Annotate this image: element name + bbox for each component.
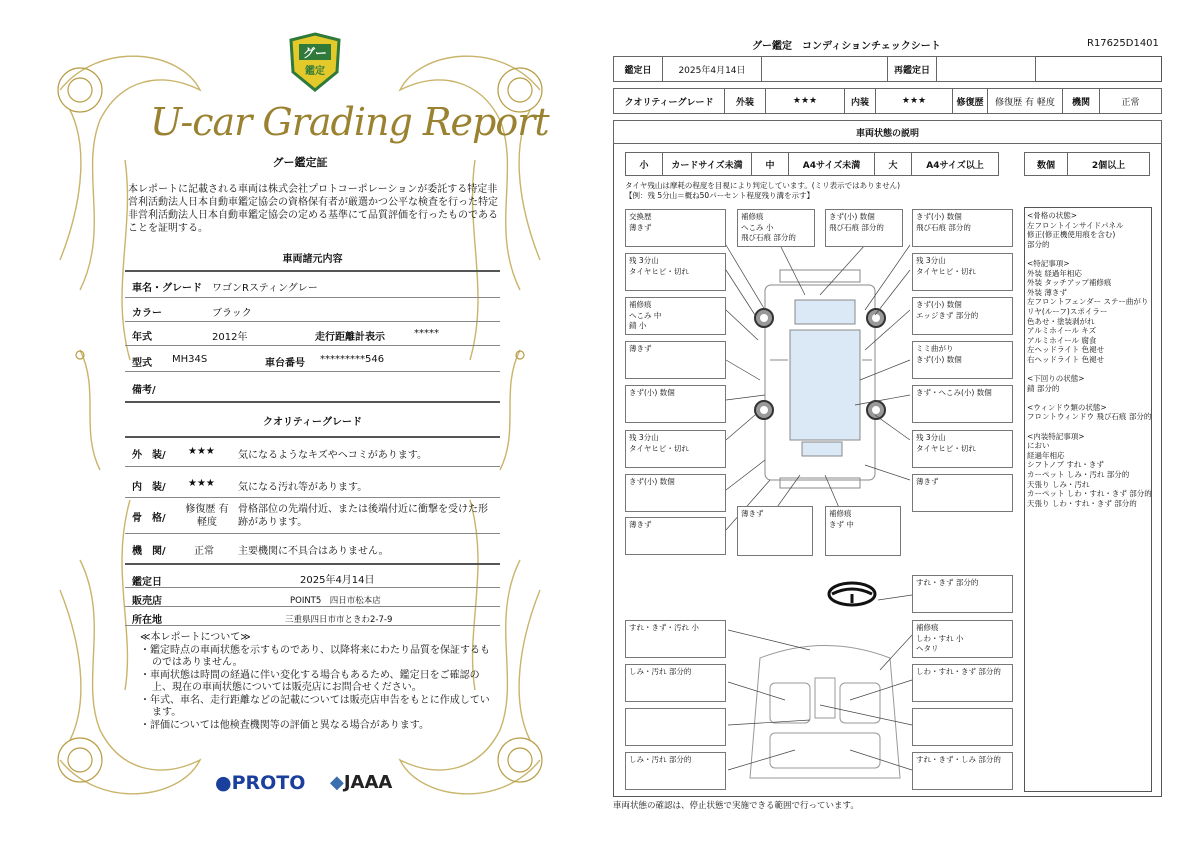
special-note-line: カーペット しみ・汚れ 部分的 (1027, 470, 1130, 480)
special-note-line: 右ヘッドライト 色褪せ (1027, 354, 1105, 364)
certificate-intro: 本レポートに記載される車両は株式会社プロトコーポレーションが委託する特定非営利活動法人日本自動車鑑定協会の資格保有者が厳選かつ公平な検査を行った特定非営利活動法人日本自動車鑑定協会の定める基準にて品質評価を行ったものであることを証明する。 (128, 184, 498, 234)
note-item: ・鑑定時点の車両状態を示すものであり、以降将来にわたり品質を保証するものではありません。 (140, 644, 490, 668)
sheet-id: R17625D1401 (1087, 38, 1159, 49)
damage-box: 補修痕 へこみ 中 錆 小 (625, 297, 726, 335)
svg-text:鑑定: 鑑定 (305, 66, 325, 77)
chassis-value: *********546 (320, 354, 385, 365)
car-name-label: 車名・グレード (132, 283, 202, 294)
spec-section-title: 車両諸元内容 (282, 254, 343, 265)
odometer-value: ***** (414, 328, 439, 339)
quality-grade-label: クオリティーグレード (613, 88, 725, 114)
inspection-date-label: 鑑定日 (132, 577, 162, 588)
special-note-line: フロントウィンドウ 飛び石痕 部分的 (1027, 412, 1152, 422)
remarks-label: 備考/ (132, 385, 156, 396)
special-notes (1027, 211, 1152, 508)
odometer-label: 走行距離計表示 (315, 332, 385, 343)
size-mid-desc: A4サイズ未満 (788, 152, 875, 176)
sheet-title: グー鑑定 コンディションチェックシート (752, 41, 941, 52)
year-value: 2012年 (212, 332, 248, 343)
damage-box: きず・へこみ(小) 数個 (912, 385, 1013, 423)
damage-box: 補修痕 きず 中 (825, 506, 901, 556)
special-note-line: 修正(修正機使用痕を含む) (1027, 230, 1116, 240)
count-desc: 2個以上 (1067, 152, 1150, 176)
divider (125, 436, 500, 438)
exterior-label: 外装 (724, 88, 766, 114)
exterior-label: 外 装/ (132, 450, 166, 461)
damage-box: 薄きず (737, 506, 813, 556)
damage-box: ミミ曲がり きず(小) 数個 (912, 341, 1013, 379)
damage-box: 補修痕 へこみ 小 飛び石痕 部分的 (737, 209, 815, 247)
special-note-line: 天張り しみ・汚れ (1027, 479, 1090, 489)
special-note-line (1027, 249, 1152, 259)
divider (125, 563, 500, 565)
damage-box: きず(小) 数個 (625, 385, 726, 423)
tire-box: 残 3分山 タイヤヒビ・切れ (912, 430, 1013, 468)
special-note-line: 左フロントインサイドパネル (1027, 220, 1124, 230)
jaaa-logo: ◆JAAA (330, 772, 393, 793)
address-label: 所在地 (132, 615, 162, 626)
divider (125, 321, 500, 322)
divider (125, 466, 500, 467)
special-note-line: 部分的 (1027, 239, 1050, 249)
footer-note: 車両状態の確認は、停止状態で実施できる範囲で行っています。 (613, 801, 859, 811)
damage-box: 薄きず (625, 341, 726, 379)
special-note-line (1027, 422, 1152, 432)
color-value: ブラック (212, 308, 252, 319)
divider (125, 587, 500, 588)
engine-label: 機関 (1062, 88, 1100, 114)
chassis-label: 車台番号 (265, 358, 305, 369)
note-item: ・評価については他検査機関等の評価と異なる場合があります。 (140, 719, 429, 731)
size-large-label: 大 (874, 152, 912, 176)
inspection-date-label: 鑑定日 (613, 56, 663, 82)
year-label: 年式 (132, 332, 152, 343)
special-note-line: <内装特記事項> (1027, 431, 1085, 441)
interior-box: 補修痕 しわ・すれ 小 ヘタリ (912, 620, 1013, 658)
engine-desc: 主要機関に不具合はありません。 (238, 546, 389, 557)
special-note-line: <下回りの状態> (1027, 374, 1085, 384)
certificate-title: グー鑑定証 (272, 156, 328, 169)
special-note-line (1027, 393, 1152, 403)
divider (125, 401, 500, 403)
inspection-date-value: 2025年4月14日 (300, 575, 375, 586)
interior-box: しわ・すれ・きず 部分的 (912, 664, 1013, 702)
interior-box (625, 708, 726, 746)
car-name-value: ワゴンRスティングレー (212, 283, 318, 294)
exterior-desc: 気になるようなキズやヘコミがあります。 (238, 450, 427, 461)
blank-cell (761, 56, 888, 82)
tire-note: タイヤ残山は摩耗の程度を目視により判定しています。(ミリ表示ではありません) (625, 181, 901, 190)
damage-box: 交換歴 薄きず (625, 209, 726, 247)
tire-box: 残 3分山 タイヤヒビ・切れ (912, 253, 1013, 291)
divider (125, 371, 500, 372)
special-note-line: におい (1027, 441, 1050, 451)
interior-box: すれ・きず・しみ 部分的 (912, 752, 1013, 790)
frame-value: 修復歴 有 軽度 (185, 504, 229, 528)
shop-value: POINT5 四日市松本店 (290, 596, 381, 606)
interior-box: すれ・きず・汚れ 小 (625, 620, 726, 658)
special-note-line: 外装 薄きず (1027, 287, 1067, 297)
interior-stars: ★★★ (188, 478, 215, 489)
goo-kantei-badge-icon (287, 32, 343, 92)
special-note-line: <特記事項> (1027, 258, 1070, 268)
special-note-line: <骨格の状態> (1027, 211, 1078, 220)
engine-label: 機 関/ (132, 546, 166, 557)
damage-box: きず(小) 数個 飛び石痕 部分的 (825, 209, 903, 247)
special-note-line: 経過年相応 (1027, 450, 1065, 460)
svg-text:グー: グー (302, 46, 328, 60)
size-small-desc: カードサイズ未満 (662, 152, 752, 176)
engine-value: 正常 (194, 546, 214, 557)
divider (125, 297, 500, 298)
notes-title: ≪本レポートについて≫ (140, 632, 251, 643)
special-note-line: アルミホイール 腐食 (1027, 335, 1097, 345)
damage-box: きず(小) 数個 (625, 474, 726, 512)
count-label: 数個 (1024, 152, 1068, 176)
special-note-line: リヤ(ルーフ)スポイラー (1027, 306, 1108, 316)
interior-box: しみ・汚れ 部分的 (625, 664, 726, 702)
state-title: 車両状態の説明 (613, 120, 1162, 144)
interior-desc: 気になる汚れ等があります。 (238, 482, 368, 493)
report-script-title: U-car Grading Report (150, 100, 549, 144)
special-note-line: 色あせ・塗装剥がれ (1027, 316, 1095, 326)
interior-box (912, 708, 1013, 746)
report-notes (140, 632, 495, 732)
special-note-line: 左ヘッドライト 色褪せ (1027, 345, 1105, 355)
divider (125, 497, 500, 498)
reinspection-date-label: 再鑑定日 (887, 56, 937, 82)
special-note-line: 天張り しわ・すれ・きず 部分的 (1027, 498, 1137, 508)
interior-label: 内 装/ (132, 482, 166, 493)
interior-leader-lines (700, 590, 920, 780)
damage-box: 薄きず (625, 517, 726, 555)
special-note-line: 錆 部分的 (1027, 383, 1060, 393)
size-large-desc: A4サイズ以上 (911, 152, 999, 176)
tire-example-note: 【例：残 5分山＝概ね50パーセント程度残り溝を示す】 (625, 191, 815, 200)
repair-history-value: 修復歴 有 軽度 (987, 88, 1063, 114)
note-item: ・車両状態は時間の経過に伴い変化する場合もあるため、鑑定日をご確認の上、現在の車両状態については販売店にお問合せください。 (140, 669, 480, 693)
size-small-label: 小 (625, 152, 663, 176)
special-note-line: 左フロントフェンダー ステー曲がり (1027, 297, 1149, 307)
special-note-line: 外装 タッチアップ補修痕 (1027, 278, 1112, 288)
interior-box: すれ・きず 部分的 (912, 575, 1013, 613)
color-label: カラー (132, 308, 162, 319)
divider (125, 625, 500, 626)
note-item: ・年式、車名、走行距離などの記載については販売店申告をもとに作成しています。 (140, 694, 490, 718)
proto-logo: ●PROTO (215, 772, 306, 794)
interior-label: 内装 (844, 88, 876, 114)
damage-box: きず(小) 数個 エッジきず 部分的 (912, 297, 1013, 335)
special-note-line (1027, 365, 1152, 375)
damage-box: きず(小) 数個 飛び石痕 部分的 (912, 209, 1013, 247)
size-mid-label: 中 (751, 152, 789, 176)
engine-value: 正常 (1099, 88, 1162, 114)
interior-value: ★★★ (875, 88, 953, 114)
exterior-value: ★★★ (765, 88, 845, 114)
divider (125, 606, 500, 607)
inspection-date-value: 2025年4月14日 (662, 56, 762, 82)
tire-box: 残 3分山 タイヤヒビ・切れ (625, 253, 726, 291)
quality-section-title: クオリティーグレード (263, 417, 362, 428)
address-value: 三重県四日市市ときわ2-7-9 (285, 615, 393, 625)
shop-label: 販売店 (132, 596, 162, 607)
model-label: 型式 (132, 358, 152, 369)
special-note-line: <ウィンドウ類の状態> (1027, 402, 1107, 412)
special-note-line: アルミホイール キズ (1027, 326, 1097, 336)
exterior-stars: ★★★ (188, 446, 215, 457)
reinspection-date-value (936, 56, 1036, 82)
damage-box: 薄きず (912, 474, 1013, 512)
frame-desc: 骨格部位の先端付近、または後端付近に衝撃を受けた形跡があります。 (238, 504, 488, 528)
model-value: MH34S (172, 354, 208, 365)
special-note-line: シフトノブ すれ・きず (1027, 460, 1104, 470)
frame-label: 骨 格/ (132, 513, 166, 524)
repair-history-label: 修復歴 (952, 88, 988, 114)
divider (125, 270, 500, 272)
divider (125, 533, 500, 534)
special-note-line: 外装 経過年相応 (1027, 268, 1082, 278)
interior-box: しみ・汚れ 部分的 (625, 752, 726, 790)
divider (125, 345, 500, 346)
special-note-line: カーペット しわ・すれ・きず 部分的 (1027, 489, 1152, 499)
tire-box: 残 3分山 タイヤヒビ・切れ (625, 430, 726, 468)
